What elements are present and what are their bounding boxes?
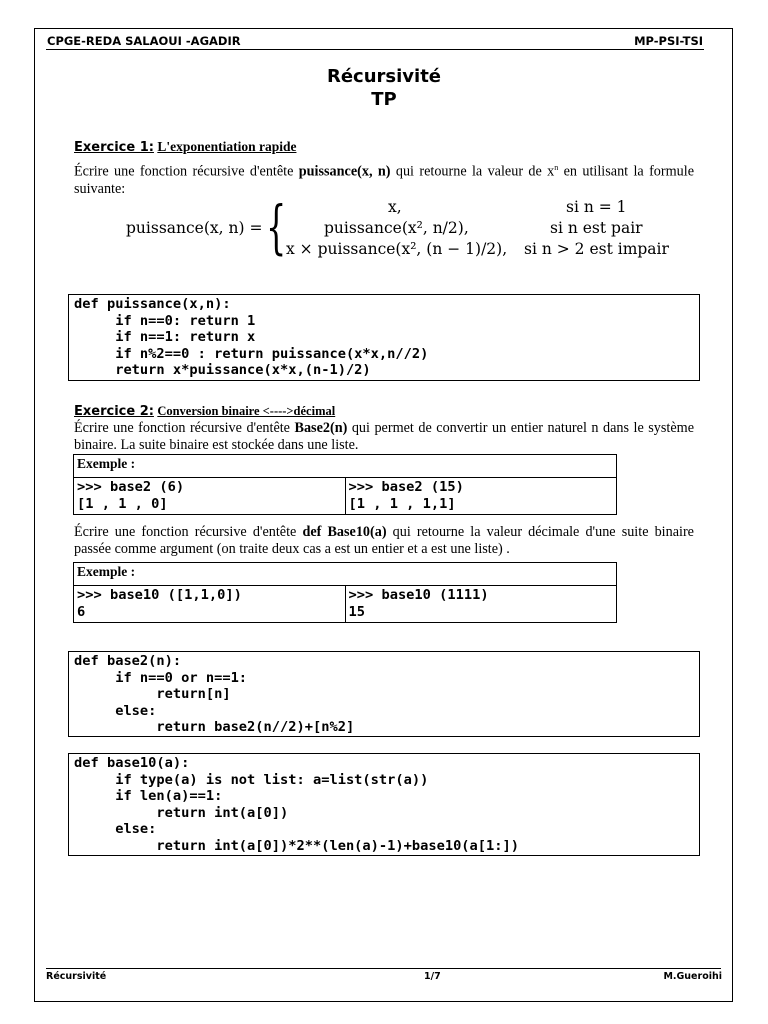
footer-topic: Récursivité — [46, 971, 107, 982]
code-block-base10: def base10(a): if type(a) is not list: a=list(str(a)) if len(a)==1: return int(a[0]) else: return int(a[0])*2**(len(a)-1)+base10(a[1:]) — [68, 753, 700, 856]
example-table-base10 — [73, 562, 617, 623]
formula-case-expr: puissance(x², n/2), — [324, 219, 469, 237]
header-school: CPGE-REDA SALAOUI -AGADIR — [47, 34, 241, 48]
statement-text: Écrire une fonction récursive d'entête — [74, 420, 295, 436]
page-title: Récursivité — [326, 66, 442, 87]
example-table-base2 — [73, 454, 617, 515]
exponent: n — [554, 163, 559, 172]
statement-text: en utilisant la formule suivante: — [74, 163, 694, 197]
example-cell: >>> base2 (6) [1 , 1 , 0] — [74, 478, 346, 515]
example-cell: >>> base10 ([1,1,0]) 6 — [74, 586, 346, 623]
function-name: Base2(n) — [294, 420, 348, 436]
recurrence-formula — [126, 193, 686, 264]
example-label: Exemple : — [74, 563, 617, 586]
exercise-1-label: Exercice 1: — [74, 140, 154, 155]
statement-text: Écrire une fonction récursive d'entête — [74, 163, 299, 180]
example-cell: >>> base10 (1111) 15 — [345, 586, 617, 623]
brace-symbol: { — [266, 193, 287, 261]
exercise-1-heading — [74, 139, 296, 155]
exercise-2-statement-2 — [74, 524, 694, 558]
formula-case-expr: x, — [388, 198, 402, 216]
page-subtitle: TP — [371, 89, 397, 110]
formula-case-cond: si n est pair — [550, 219, 643, 237]
exercise-1-statement — [74, 159, 694, 198]
statement-text: qui permet de convertir un entier naturel n dans le système binaire. La suite binaire est stockée dans une liste. — [74, 420, 694, 453]
statement-text: Écrire une fonction récursive d'entête — [74, 524, 303, 540]
header-rule — [46, 49, 704, 50]
function-name: puissance(x, n) — [298, 163, 391, 180]
code-block-base2: def base2(n): if n==0 or n==1: return[n] else: return base2(n//2)+[n%2] — [68, 651, 700, 737]
footer-page-number: 1/7 — [424, 971, 441, 982]
formula-case-cond: si n > 2 est impair — [524, 240, 669, 258]
formula-case-expr: x × puissance(x², (n − 1)/2), — [286, 240, 508, 258]
code-block-puissance: def puissance(x,n): if n==0: return 1 if n==1: return x if n%2==0 : return puissance(x*x,n//2) return x*puissance(x*x,(n-1)/2) — [68, 294, 700, 381]
function-name: def Base10(a) — [302, 524, 387, 540]
page-header — [47, 34, 703, 48]
exercise-2-title: Conversion binaire <---->décimal — [157, 404, 336, 418]
exercise-2-statement-1 — [74, 420, 694, 454]
exercise-1-title: L'exponentiation rapide — [157, 139, 297, 154]
example-label: Exemple : — [74, 455, 617, 478]
exercise-2-label: Exercice 2: — [74, 404, 154, 419]
example-cell: >>> base2 (15) [1 , 1 , 1,1] — [345, 478, 617, 515]
formula-case-cond: si n = 1 — [566, 198, 627, 216]
exercise-2-heading — [74, 403, 335, 419]
footer-author: M.Gueroihi — [663, 971, 722, 982]
statement-text: qui retourne la valeur de x — [390, 163, 555, 180]
formula-lhs: puissance(x, n) = — [126, 219, 263, 237]
statement-text: qui retourne la valeur décimale d'une suite binaire passée comme argument (on traite deux cas a est un entier et a est une liste) . — [74, 524, 694, 557]
footer-rule — [46, 968, 721, 969]
header-classes: MP-PSI-TSI — [634, 34, 703, 48]
